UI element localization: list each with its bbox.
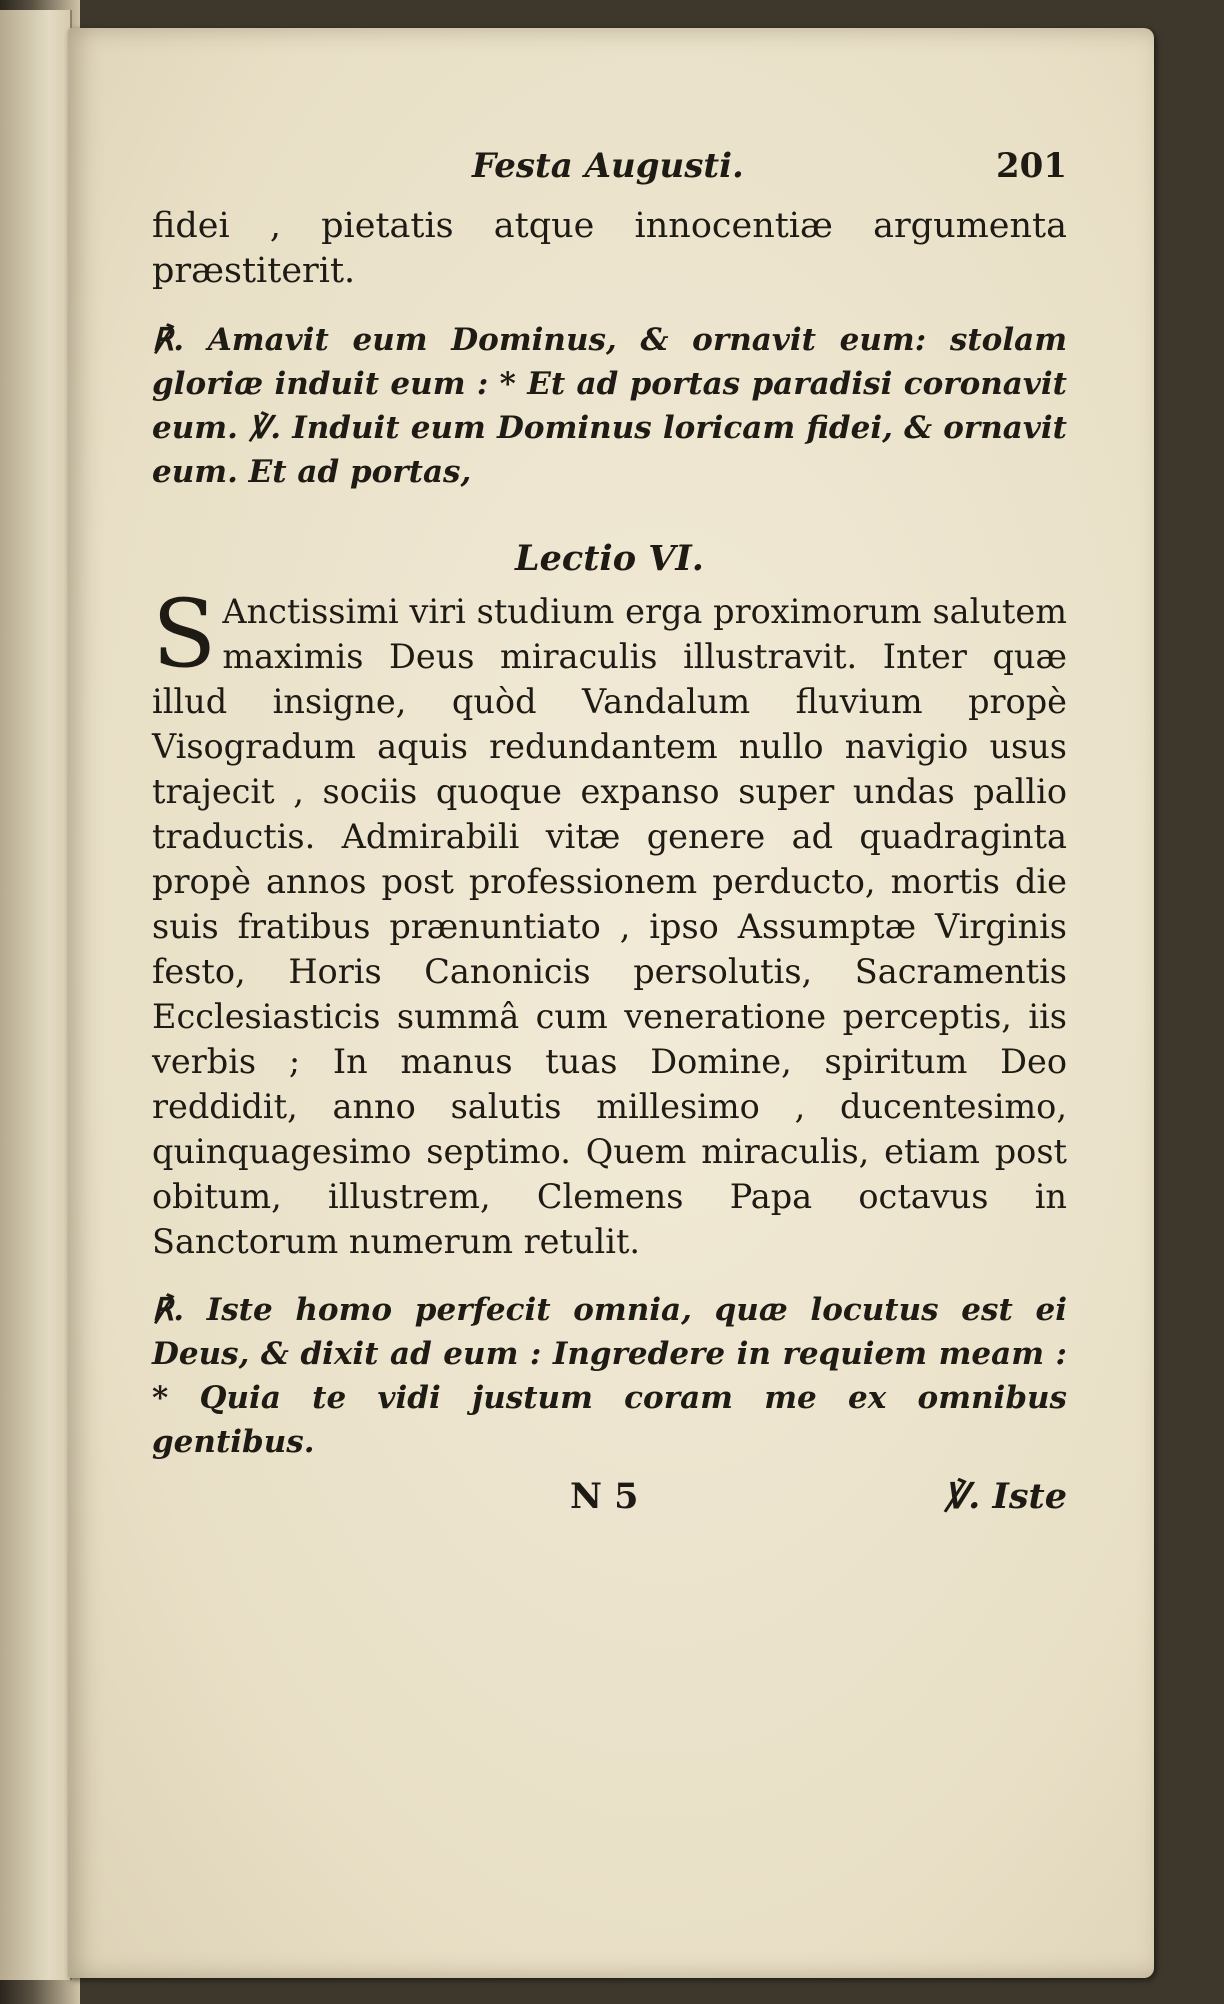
- opening-paragraph: fidei , pietatis atque innocentiæ argumenta præstiterit.: [152, 206, 1067, 291]
- drop-cap-initial: S: [152, 580, 217, 689]
- page-text-block: [152, 146, 1067, 1536]
- lection-heading: Lectio VI.: [515, 538, 704, 579]
- running-head: [152, 146, 1067, 204]
- signature-mark: N 5: [570, 1476, 639, 1517]
- running-head-title: Festa Augusti.: [472, 146, 744, 186]
- page-number: 201: [996, 146, 1067, 186]
- facing-page-edge: [0, 10, 72, 1980]
- lection-body: [152, 580, 1067, 1264]
- lection-text: Anctissimi viri studium erga proximorum salutem maximis Deus miraculis illustravit. Inter quæ illud insigne, quòd Vandalum fluvium propè Visogradum aquis redundantem nullo navigio usus trajecit , sociis quoque expanso super undas pallio traductis. Admirabili vitæ genere ad quadraginta propè annos post professionem perducto, mortis die suis fratibus prænuntiato , ipso Assumptæ Virginis festo, Horis Canonicis persolutis, Sacramentis Ecclesiasticis summâ cum veneratione perceptis, iis verbis ; In manus tuas Domine, spiritum Deo reddidit, anno salutis millesimo , ducentesimo, quinquagesimo septimo. Quem miraculis, etiam post obitum, illustrem, Clemens Papa octavus in Sanctorum numerum retulit.: [152, 592, 1067, 1261]
- book-page: [68, 28, 1154, 1978]
- catchword: ℣. Iste: [944, 1476, 1067, 1517]
- catchline: [152, 1476, 1067, 1536]
- responsory-iste-homo: ℟. Iste homo perfecit omnia, quæ locutus est ei Deus, & dixit ad eum : Ingredere in requiem meam : * Quia te vidi justum coram me ex omnibus gentibus.: [152, 1292, 1067, 1460]
- responsory-amavit: ℟. Amavit eum Dominus, & ornavit eum: stolam gloriæ induit eum : * Et ad portas paradisi coronavit eum. ℣. Induit eum Dominus loricam fidei, & ornavit eum. Et ad portas,: [152, 322, 1067, 490]
